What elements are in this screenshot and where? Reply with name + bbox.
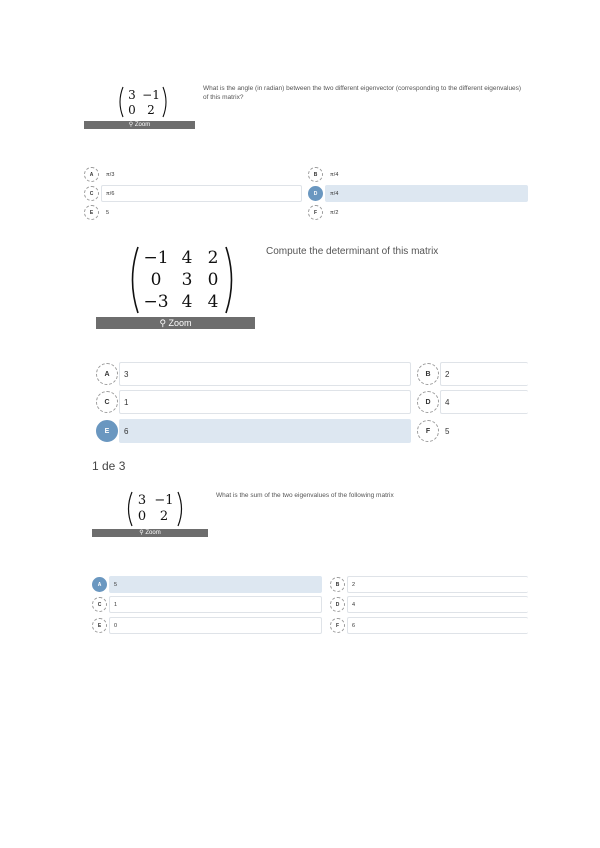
option-c[interactable] (92, 596, 322, 613)
option-c[interactable] (84, 185, 302, 202)
option-b[interactable] (330, 576, 528, 593)
option-letter: B (308, 167, 323, 182)
option-text: 4 (440, 390, 528, 414)
zoom-button[interactable] (84, 121, 195, 129)
option-text: 2 (347, 576, 528, 593)
option-text: 6 (347, 617, 528, 634)
option-letter: A (92, 577, 107, 592)
option-d[interactable] (417, 390, 528, 414)
option-e[interactable] (84, 204, 302, 221)
option-letter: C (96, 391, 118, 413)
matrix-cell: 4 (181, 292, 193, 312)
matrix-cell: 4 (181, 248, 193, 268)
option-text: π/2 (325, 204, 528, 221)
option-letter: F (308, 205, 323, 220)
option-text: 5 (109, 576, 322, 593)
option-d[interactable] (330, 596, 528, 613)
magnifier-icon: ⚲ (128, 122, 134, 128)
option-letter: A (84, 167, 99, 182)
option-a[interactable] (84, 166, 302, 183)
option-letter: B (417, 363, 439, 385)
matrix-image (125, 491, 185, 527)
question-prompt: What is the sum of the two eigenvalues of the following matrix (216, 492, 394, 499)
option-text: 5 (440, 419, 528, 443)
matrix-cell: 3 (128, 87, 136, 102)
left-paren (117, 86, 124, 118)
option-text: 6 (119, 419, 411, 443)
magnifier-icon: ⚲ (139, 530, 144, 536)
matrix-cell: −1 (154, 493, 174, 508)
option-letter: F (330, 618, 345, 633)
question-prompt: Compute the determinant of this matrix (266, 246, 439, 257)
option-text: 2 (440, 362, 528, 386)
option-text: π/6 (101, 185, 302, 202)
option-text: π/4 (325, 166, 528, 183)
option-letter: C (84, 186, 99, 201)
matrix-cell: 2 (207, 248, 219, 268)
option-f[interactable] (417, 419, 528, 443)
matrix-cell: 0 (150, 270, 162, 290)
matrix-cell: 4 (207, 292, 219, 312)
option-letter: E (92, 618, 107, 633)
right-paren (162, 86, 169, 118)
zoom-button[interactable] (96, 317, 255, 329)
matrix-cell: 2 (159, 509, 169, 524)
option-a[interactable] (96, 362, 411, 386)
option-d[interactable] (308, 185, 528, 202)
matrix-cell: 2 (147, 102, 155, 117)
option-c[interactable] (96, 390, 411, 414)
option-letter: F (417, 420, 439, 442)
matrix-image (117, 86, 169, 118)
option-text: 4 (347, 596, 528, 613)
right-paren (225, 246, 237, 314)
left-paren (127, 246, 139, 314)
option-b[interactable] (417, 362, 528, 386)
option-letter: B (330, 577, 345, 592)
option-text: 3 (119, 362, 411, 386)
option-letter: D (308, 186, 323, 201)
zoom-label: Zoom (134, 122, 151, 128)
option-f[interactable] (308, 204, 528, 221)
option-text: 1 (109, 596, 322, 613)
option-b[interactable] (308, 166, 528, 183)
question-prompt: What is the angle (in radian) between the two different eigenvector (corresponding to the different eigenvalues) of this matrix? (203, 85, 522, 101)
zoom-label: Zoom (145, 530, 161, 536)
option-letter: C (92, 597, 107, 612)
magnifier-icon: ⚲ (159, 318, 167, 328)
zoom-label: Zoom (168, 318, 192, 328)
matrix-image (127, 246, 237, 314)
option-letter: D (330, 597, 345, 612)
option-text: 1 (119, 390, 411, 414)
option-e[interactable] (92, 617, 322, 634)
option-text: π/4 (325, 185, 528, 202)
matrix-cell: 0 (128, 102, 136, 117)
matrix-cell: −1 (142, 87, 160, 102)
matrix-cell: −1 (143, 248, 169, 268)
option-text: π/3 (101, 166, 302, 183)
matrix-cell: 0 (137, 509, 147, 524)
option-letter: E (84, 205, 99, 220)
right-paren (177, 491, 185, 527)
option-text: 0 (109, 617, 322, 634)
option-letter: E (96, 420, 118, 442)
option-e[interactable] (96, 419, 411, 443)
zoom-button[interactable] (92, 529, 208, 537)
option-letter: A (96, 363, 118, 385)
left-paren (125, 491, 133, 527)
option-a[interactable] (92, 576, 322, 593)
option-letter: D (417, 391, 439, 413)
matrix-cell: −3 (143, 292, 169, 312)
option-text: 5 (101, 204, 302, 221)
option-f[interactable] (330, 617, 528, 634)
matrix-cell: 3 (137, 493, 147, 508)
page-counter: 1 de 3 (92, 459, 126, 473)
matrix-cell: 3 (181, 270, 193, 290)
matrix-cell: 0 (207, 270, 219, 290)
